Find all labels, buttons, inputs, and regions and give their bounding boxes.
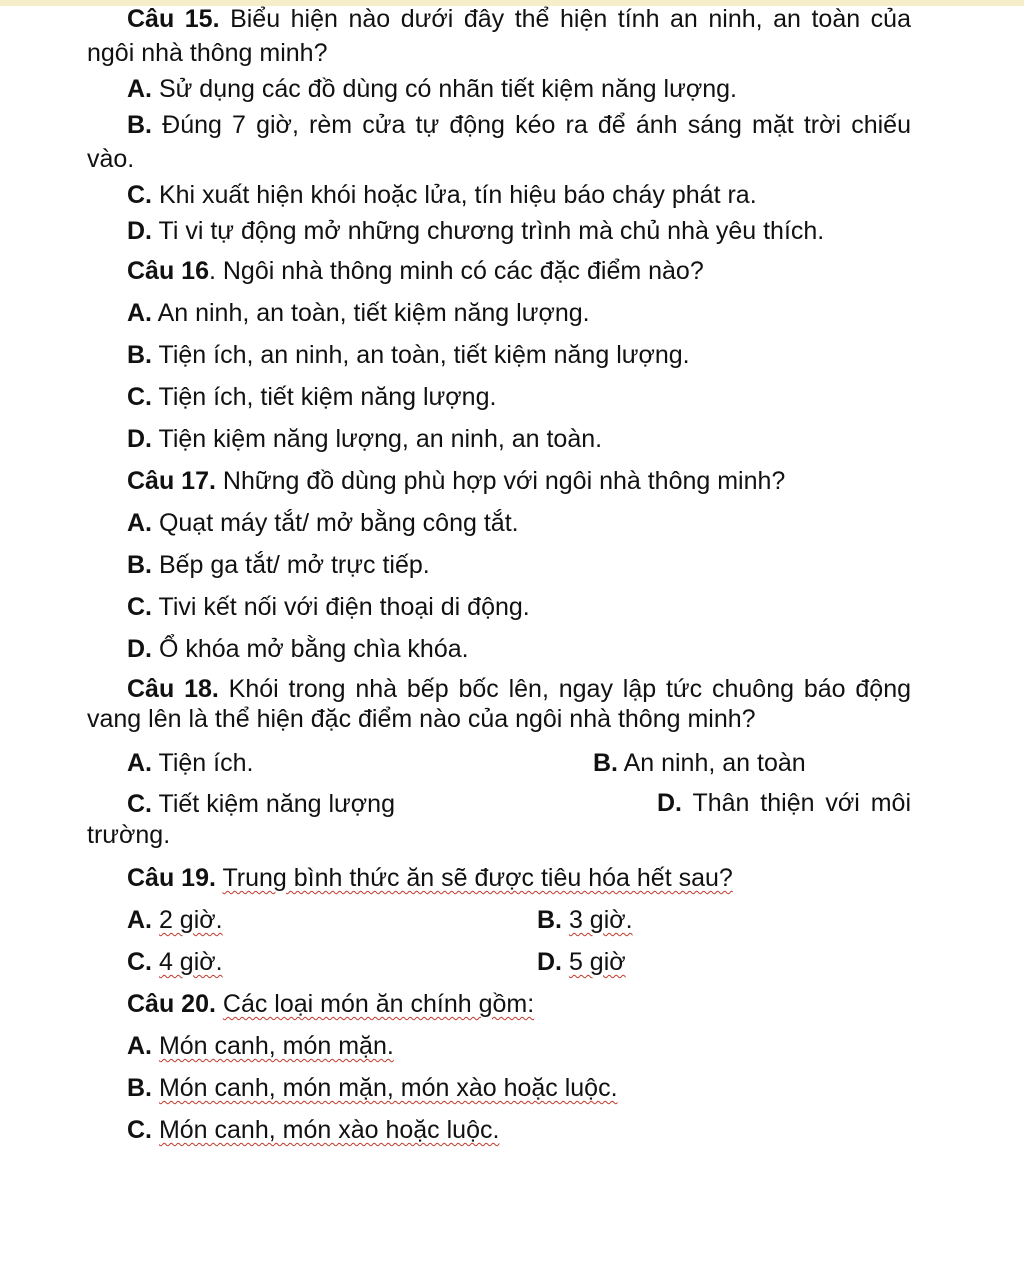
- option-key: C.: [127, 383, 152, 411]
- option-text: 3 giờ.: [568, 906, 633, 934]
- option-key: C.: [127, 181, 152, 209]
- option-15a: [87, 72, 911, 106]
- option-16a: [87, 296, 911, 330]
- option-17d: [87, 632, 911, 666]
- option-15d: [87, 214, 911, 248]
- question-label: Câu 16: [127, 257, 209, 285]
- option-20c: [87, 1113, 911, 1147]
- question-18: [87, 674, 911, 734]
- option-key: A.: [127, 906, 152, 934]
- option-key: B.: [537, 906, 562, 934]
- option-text: Tiết kiệm năng lượng: [158, 790, 395, 818]
- question-20: [87, 987, 911, 1021]
- question-label: Câu 15.: [127, 5, 220, 33]
- option-key: C.: [127, 790, 152, 818]
- option-19a: [127, 903, 537, 937]
- option-15c: [87, 178, 911, 212]
- option-text: 2 giờ.: [158, 906, 223, 934]
- option-key: D.: [127, 217, 152, 245]
- option-17b: [87, 548, 911, 582]
- option-text: An ninh, an toàn, tiết kiệm năng lượng.: [157, 299, 590, 327]
- options-row-19ab: [87, 903, 911, 937]
- option-17a: [87, 506, 911, 540]
- question-text: . Ngôi nhà thông minh có các đặc điểm nào?: [208, 257, 704, 285]
- option-text: Khi xuất hiện khói hoặc lửa, tín hiệu báo cháy phát ra.: [158, 181, 757, 209]
- option-text: Đúng 7 giờ, rèm cửa tự động kéo ra để ánh sáng mặt trời chiếu vào.: [87, 111, 911, 173]
- option-text: Tiện ích, an ninh, an toàn, tiết kiệm năng lượng.: [158, 341, 690, 369]
- option-text: Món canh, món xào hoặc luộc.: [158, 1116, 500, 1144]
- option-key: D.: [537, 948, 562, 976]
- option-20a: [87, 1029, 911, 1063]
- question-text: Những đồ dùng phù hợp với ngôi nhà thông minh?: [222, 467, 786, 495]
- question-text: Khói trong nhà bếp bốc lên, ngay lập tức chuông báo động vang lên là thể hiện đặc điểm nào của ngôi nhà thông minh?: [87, 675, 912, 733]
- option-text: Ổ khóa mở bằng chìa khóa.: [158, 635, 469, 663]
- option-text: Tiện ích.: [158, 749, 254, 777]
- option-key: D.: [657, 789, 682, 817]
- option-key: B.: [593, 749, 618, 777]
- option-text: Thân thiện với môi trường.: [87, 789, 912, 849]
- options-row-19cd: [87, 945, 911, 979]
- option-key: B.: [127, 551, 152, 579]
- option-key: A.: [127, 1032, 152, 1060]
- option-20b: [87, 1071, 911, 1105]
- option-text: Món canh, món mặn, món xào hoặc luộc.: [158, 1074, 618, 1102]
- option-text: 5 giờ: [568, 948, 626, 976]
- quiz-document: [87, 0, 911, 1147]
- option-19d: [537, 945, 626, 979]
- option-key: C.: [127, 1116, 152, 1144]
- option-key: C.: [127, 948, 152, 976]
- option-key: A.: [127, 75, 152, 103]
- option-key: A.: [127, 299, 152, 327]
- option-text: Bếp ga tắt/ mở trực tiếp.: [158, 551, 430, 579]
- options-row-18ab: [87, 746, 911, 780]
- option-18cd: [87, 787, 911, 851]
- option-16c: [87, 380, 911, 414]
- question-label: Câu 20.: [127, 990, 216, 1018]
- option-key: B.: [127, 341, 152, 369]
- question-17: [87, 464, 911, 498]
- option-16d: [87, 422, 911, 456]
- option-18a: [127, 746, 593, 780]
- question-19: [87, 861, 911, 895]
- option-key: B.: [127, 111, 152, 139]
- option-text: Quạt máy tắt/ mở bằng công tắt.: [158, 509, 519, 537]
- question-16: [87, 254, 911, 288]
- option-text: An ninh, an toàn: [623, 749, 806, 777]
- option-text: Món canh, món mặn.: [158, 1032, 394, 1060]
- option-18d: [87, 787, 911, 851]
- question-text: Các loại món ăn chính gồm:: [222, 990, 535, 1018]
- option-key: D.: [127, 635, 152, 663]
- question-text: Biểu hiện nào dưới đây thể hiện tính an ninh, an toàn của ngôi nhà thông minh?: [87, 5, 911, 67]
- question-15: [87, 2, 911, 70]
- question-text: Trung bình thức ăn sẽ được tiêu hóa hết sau?: [222, 864, 733, 892]
- option-text: Tivi kết nối với điện thoại di động.: [158, 593, 530, 621]
- option-key: B.: [127, 1074, 152, 1102]
- option-17c: [87, 590, 911, 624]
- option-19c: [127, 945, 537, 979]
- option-text: 4 giờ.: [158, 948, 223, 976]
- option-15b: [87, 108, 911, 176]
- option-16b: [87, 338, 911, 372]
- option-19b: [537, 903, 633, 937]
- option-key: A.: [127, 509, 152, 537]
- option-18b: [593, 746, 806, 780]
- option-text: Tiện kiệm năng lượng, an ninh, an toàn.: [158, 425, 603, 453]
- question-label: Câu 19.: [127, 864, 216, 892]
- option-key: D.: [127, 425, 152, 453]
- option-text: Ti vi tự động mở những chương trình mà chủ nhà yêu thích.: [158, 217, 825, 245]
- option-key: A.: [127, 749, 152, 777]
- option-text: Sử dụng các đồ dùng có nhãn tiết kiệm năng lượng.: [158, 75, 737, 103]
- question-label: Câu 17.: [127, 467, 216, 495]
- option-text: Tiện ích, tiết kiệm năng lượng.: [158, 383, 497, 411]
- question-label: Câu 18.: [127, 675, 219, 703]
- option-key: C.: [127, 593, 152, 621]
